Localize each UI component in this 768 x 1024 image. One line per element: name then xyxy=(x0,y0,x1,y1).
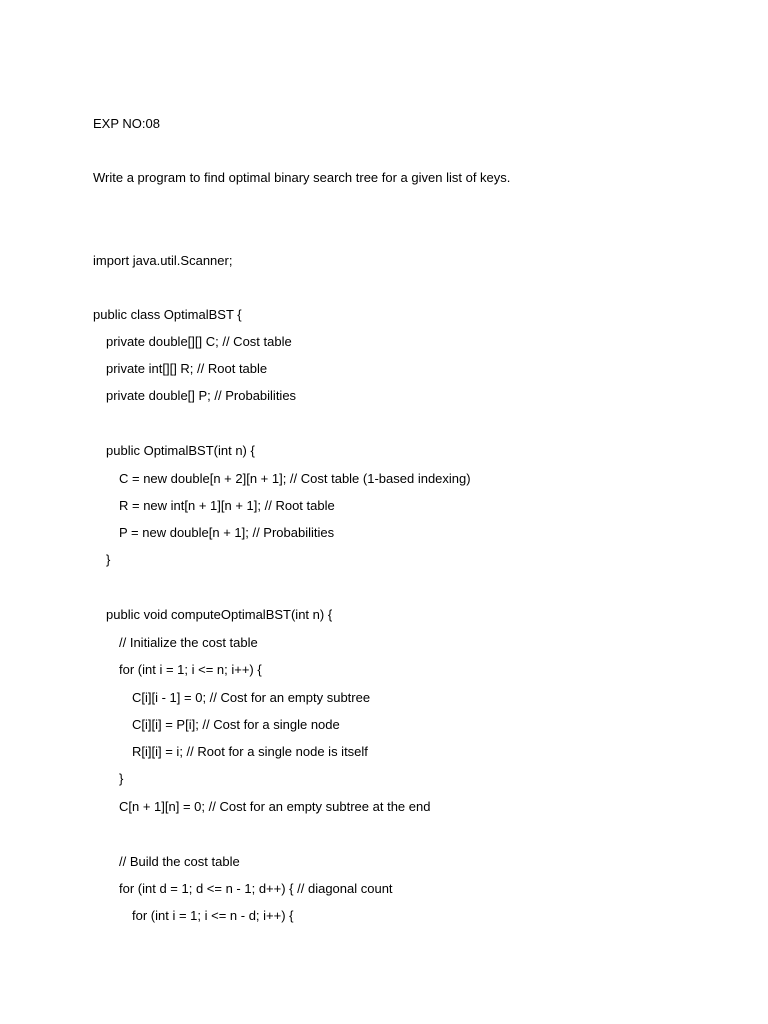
code-line: for (int d = 1; d <= n - 1; d++) { // diagonal count xyxy=(119,881,393,896)
code-line: private int[][] R; // Root table xyxy=(106,361,268,376)
code-line: public void computeOptimalBST(int n) { xyxy=(106,607,333,622)
aim-statement: Write a program to find optimal binary search tree for a given list of keys. xyxy=(93,170,511,185)
code-line: R = new int[n + 1][n + 1]; // Root table xyxy=(119,498,335,513)
code-line: public OptimalBST(int n) { xyxy=(106,443,255,458)
code-line: } xyxy=(106,552,111,567)
code-line: public class OptimalBST { xyxy=(93,307,242,322)
code-line: private double[] P; // Probabilities xyxy=(106,388,297,403)
code-line: C[n + 1][n] = 0; // Cost for an empty subtree at the end xyxy=(119,799,431,814)
code-line: for (int i = 1; i <= n; i++) { xyxy=(119,662,262,677)
code-line: for (int i = 1; i <= n - d; i++) { xyxy=(132,908,294,923)
code-line: C[i][i - 1] = 0; // Cost for an empty subtree xyxy=(132,690,371,705)
code-line: C[i][i] = P[i]; // Cost for a single node xyxy=(132,717,340,732)
code-line: private double[][] C; // Cost table xyxy=(106,334,292,349)
code-line: } xyxy=(119,771,124,786)
code-line: // Build the cost table xyxy=(119,854,240,869)
code-line: C = new double[n + 2][n + 1]; // Cost table (1-based indexing) xyxy=(119,471,471,486)
experiment-number: EXP NO:08 xyxy=(93,116,160,131)
code-line: P = new double[n + 1]; // Probabilities xyxy=(119,525,335,540)
code-line: // Initialize the cost table xyxy=(119,635,258,650)
code-line: R[i][i] = i; // Root for a single node is itself xyxy=(132,744,368,759)
code-line: import java.util.Scanner; xyxy=(93,253,233,268)
